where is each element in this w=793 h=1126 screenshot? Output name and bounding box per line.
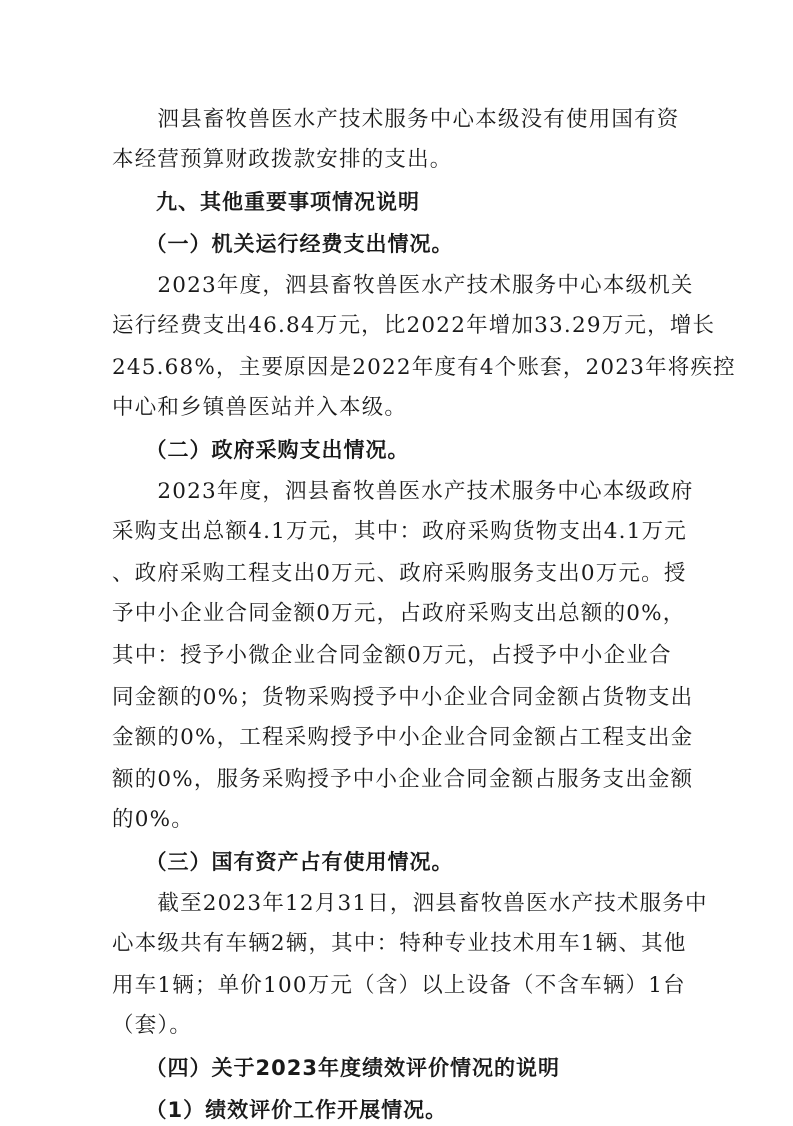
subsection-heading: （二）政府采购支出情况。 — [112, 438, 410, 462]
paragraph-line: 金额的0%，工程采购授予中小企业合同金额占工程支出金 — [112, 725, 694, 750]
paragraph-line: 、政府采购工程支出0万元、政府采购服务支出0万元。授 — [112, 561, 687, 586]
paragraph-line: 本经营预算财政拨款安排的支出。 — [112, 147, 453, 172]
paragraph-line: 予中小企业合同金额0万元，占政府采购支出总额的0%， — [112, 601, 686, 626]
paragraph-line: 心本级共有车辆2辆，其中：特种专业技术用车1辆、其他 — [112, 931, 687, 956]
paragraph-line: 采购支出总额4.1万元，其中：政府采购货物支出4.1万元 — [112, 519, 687, 544]
paragraph-line: 245.68%，主要原因是2022年度有4个账套，2023年将疾控 — [112, 355, 736, 380]
paragraph-line: 截至2023年12月31日，泗县畜牧兽医水产技术服务中 — [112, 891, 708, 916]
paragraph-line: 2023年度，泗县畜牧兽医水产技术服务中心本级机关 — [112, 273, 694, 298]
subsection-heading: （三）国有资产占有使用情况。 — [112, 850, 454, 874]
paragraph-line: 泗县畜牧兽医水产技术服务中心本级没有使用国有资 — [112, 107, 680, 132]
paragraph-line: 同金额的0%；货物采购授予中小企业合同金额占货物支出 — [112, 685, 694, 710]
paragraph-line: 其中：授予小微企业合同金额0万元，占授予中小企业合 — [112, 643, 672, 668]
paragraph-line: 2023年度，泗县畜牧兽医水产技术服务中心本级政府 — [112, 479, 694, 504]
subsection-heading: （一）机关运行经费支出情况。 — [112, 232, 454, 256]
paragraph-line: 额的0%，服务采购授予中小企业合同金额占服务支出金额 — [112, 767, 694, 792]
subsection-heading: （四）关于2023年度绩效评价情况的说明 — [112, 1056, 560, 1080]
paragraph-line: 中心和乡镇兽医站并入本级。 — [112, 395, 408, 420]
paragraph-line: 的0%。 — [112, 807, 194, 832]
paragraph-line: （套）。 — [112, 1013, 193, 1038]
paragraph-line: 运行经费支出46.84万元，比2022年增加33.29万元，增长 — [112, 313, 716, 338]
section-heading: 九、其他重要事项情况说明 — [112, 190, 420, 214]
subsection-heading: （1）绩效评价工作开展情况。 — [112, 1098, 448, 1122]
paragraph-line: 用车1辆；单价100万元（含）以上设备（不含车辆）1台 — [112, 973, 686, 998]
